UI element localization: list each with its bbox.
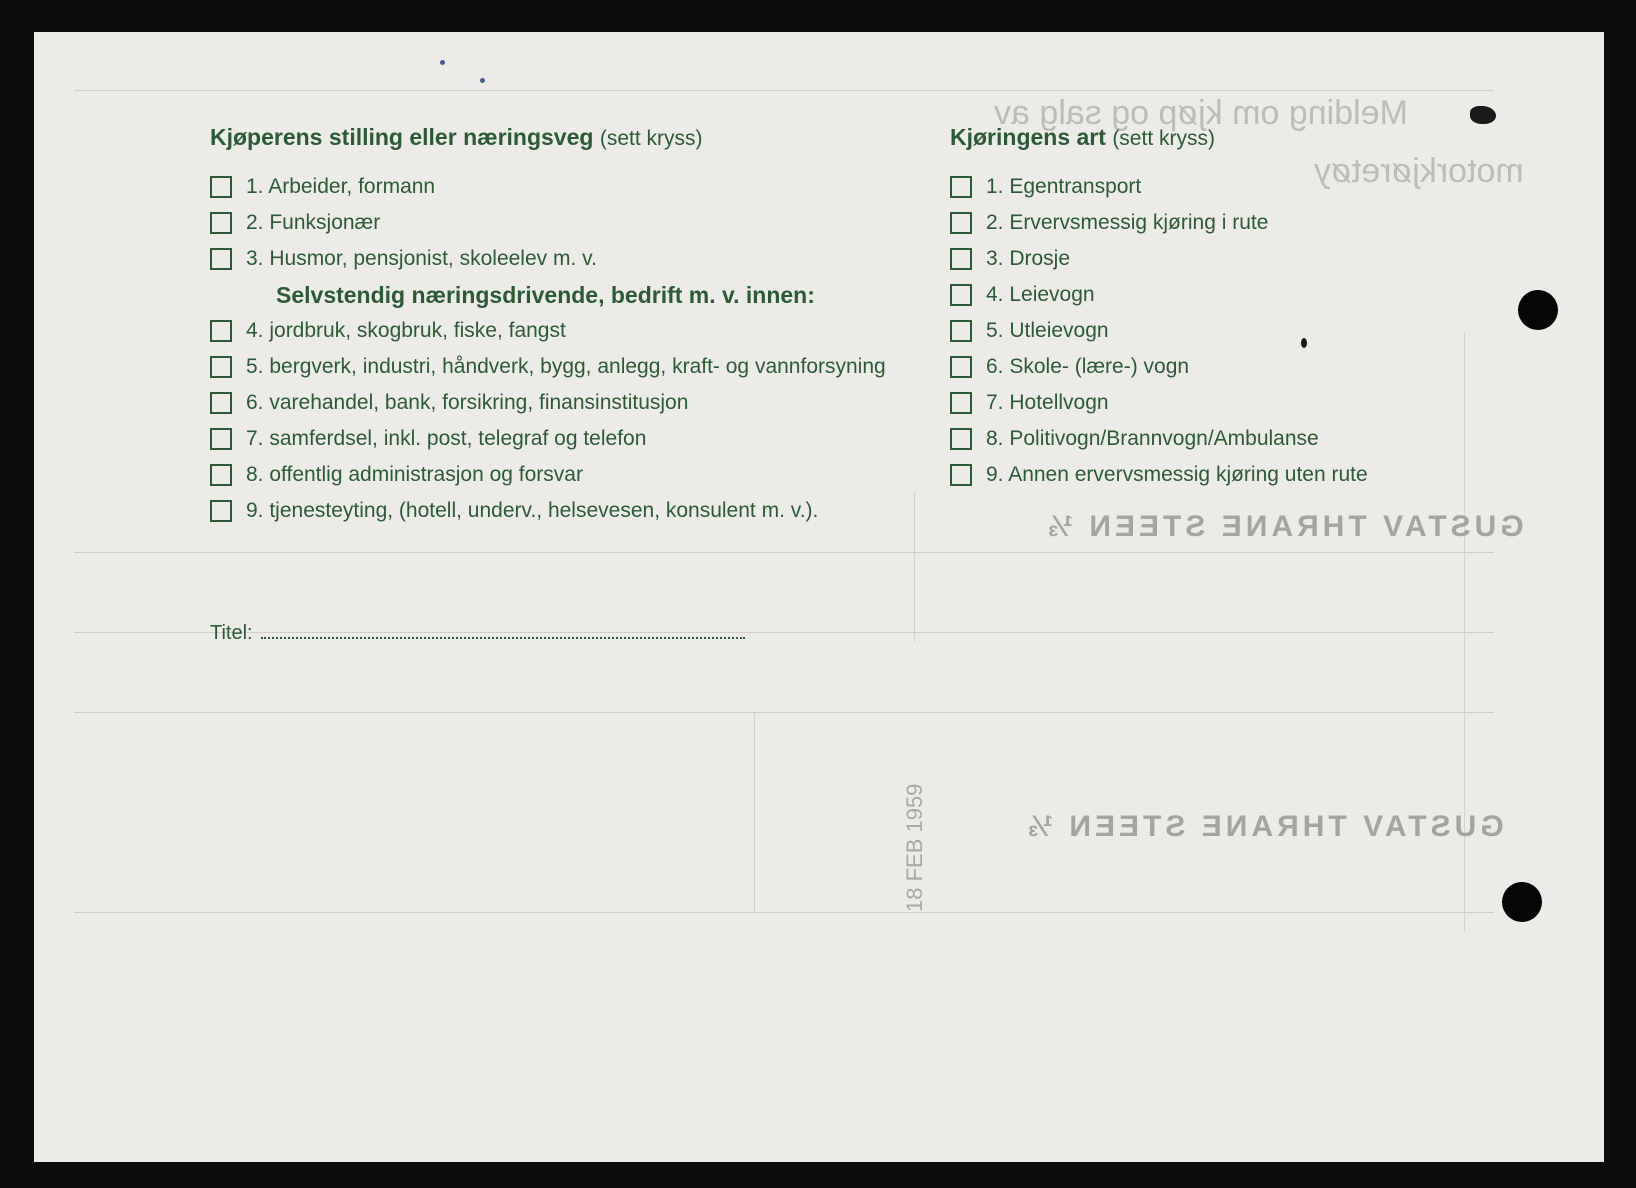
checkbox[interactable] (950, 176, 972, 198)
title-field[interactable] (210, 622, 745, 645)
ink-speck (440, 60, 445, 65)
bleed-rule (74, 552, 1494, 553)
checkbox[interactable] (210, 356, 232, 378)
punch-hole-top (1518, 290, 1558, 330)
buyer-occupation-heading-text: Kjøperens stilling eller næringsveg (210, 124, 594, 150)
buyer-option-1[interactable] (210, 172, 435, 202)
buyer-option-8[interactable] (210, 460, 583, 490)
bleed-title-1: Melding om kjøp og salg av (994, 94, 1408, 132)
driving-option-5[interactable] (950, 316, 1109, 346)
option-label: 1. Arbeider, formann (246, 175, 436, 198)
bleed-rule (74, 912, 1494, 913)
driving-option-2[interactable] (950, 208, 1268, 238)
option-label: 9. tjenesteyting, (hotell, underv., helsevesen, konsulent m. v.). (246, 499, 819, 522)
bleed-stamp-1: GUSTAV THRANE STEEN ⅓ (1044, 510, 1524, 543)
buyer-option-7[interactable] (210, 424, 646, 454)
option-label: 6. varehandel, bank, forsikring, finansinstitusjon (246, 391, 689, 414)
option-label: 1. Egentransport (986, 175, 1142, 198)
checkbox[interactable] (210, 212, 232, 234)
checkbox[interactable] (950, 320, 972, 342)
checkbox[interactable] (210, 176, 232, 198)
form-sheet (34, 32, 1604, 1162)
buyer-option-2[interactable] (210, 208, 380, 238)
checkbox[interactable] (210, 248, 232, 270)
option-label: 3. Husmor, pensjonist, skoleelev m. v. (246, 247, 597, 270)
checkbox[interactable] (950, 248, 972, 270)
checkbox[interactable] (210, 464, 232, 486)
option-label: 8. offentlig administrasjon og forsvar (246, 463, 583, 486)
checkbox[interactable] (210, 392, 232, 414)
driving-option-6[interactable] (950, 352, 1189, 382)
title-label: Titel: (210, 622, 253, 644)
option-label: 9. Annen ervervsmessig kjøring uten rute (986, 463, 1368, 486)
option-label: 5. Utleievogn (986, 319, 1109, 342)
option-label: 5. bergverk, industri, håndverk, bygg, anlegg, kraft- og vannforsyning (246, 355, 886, 378)
checkbox[interactable] (210, 500, 232, 522)
buyer-option-5[interactable] (210, 352, 886, 382)
ink-speck (480, 78, 485, 83)
self-employed-subheading: Selvstendig næringsdrivende, bedrift m. v. innen: (276, 282, 815, 308)
option-label: 7. Hotellvogn (986, 391, 1109, 414)
bleed-title-2: motorkjøretøy (1314, 152, 1524, 190)
checkbox[interactable] (950, 464, 972, 486)
bleed-date-stamp: 18 FEB 1959 (902, 783, 927, 912)
checkbox[interactable] (950, 212, 972, 234)
checkbox[interactable] (210, 428, 232, 450)
driving-option-4[interactable] (950, 280, 1095, 310)
driving-option-7[interactable] (950, 388, 1109, 418)
bleed-rule (74, 90, 1494, 91)
option-label: 3. Drosje (986, 247, 1071, 270)
punch-hole-bottom (1502, 882, 1542, 922)
checkbox[interactable] (950, 428, 972, 450)
option-label: 4. jordbruk, skogbruk, fiske, fangst (246, 319, 566, 342)
bleed-rule (754, 712, 755, 912)
bleed-rule (74, 712, 1494, 713)
buyer-option-9[interactable] (210, 496, 818, 526)
checkbox[interactable] (210, 320, 232, 342)
option-label: 6. Skole- (lære-) vogn (986, 355, 1190, 378)
driving-type-heading-text: Kjøringens art (950, 124, 1106, 150)
checkbox[interactable] (950, 392, 972, 414)
option-label: 7. samferdsel, inkl. post, telegraf og telefon (246, 427, 647, 450)
buyer-occupation-heading-note: (sett kryss) (599, 127, 703, 150)
buyer-option-6[interactable] (210, 388, 688, 418)
checkbox[interactable] (950, 284, 972, 306)
ink-speck (1470, 106, 1496, 124)
title-input-line[interactable] (261, 623, 745, 639)
option-label: 2. Funksjonær (246, 211, 381, 234)
driving-type-heading (950, 124, 1215, 151)
bleed-rule (914, 492, 915, 642)
buyer-option-4[interactable] (210, 316, 566, 346)
buyer-option-3[interactable] (210, 244, 597, 274)
driving-option-8[interactable] (950, 424, 1319, 454)
driving-option-1[interactable] (950, 172, 1141, 202)
driving-option-3[interactable] (950, 244, 1070, 274)
driving-type-heading-note: (sett kryss) (1112, 127, 1215, 150)
ink-speck (1301, 338, 1307, 348)
option-label: 4. Leievogn (986, 283, 1095, 306)
checkbox[interactable] (950, 356, 972, 378)
option-label: 2. Ervervsmessig kjøring i rute (986, 211, 1269, 234)
buyer-occupation-heading (210, 124, 703, 151)
option-label: 8. Politivogn/Brannvogn/Ambulanse (986, 427, 1319, 450)
driving-option-9[interactable] (950, 460, 1368, 490)
bleed-stamp-2: GUSTAV THRANE STEEN ⅓ (1024, 810, 1504, 843)
